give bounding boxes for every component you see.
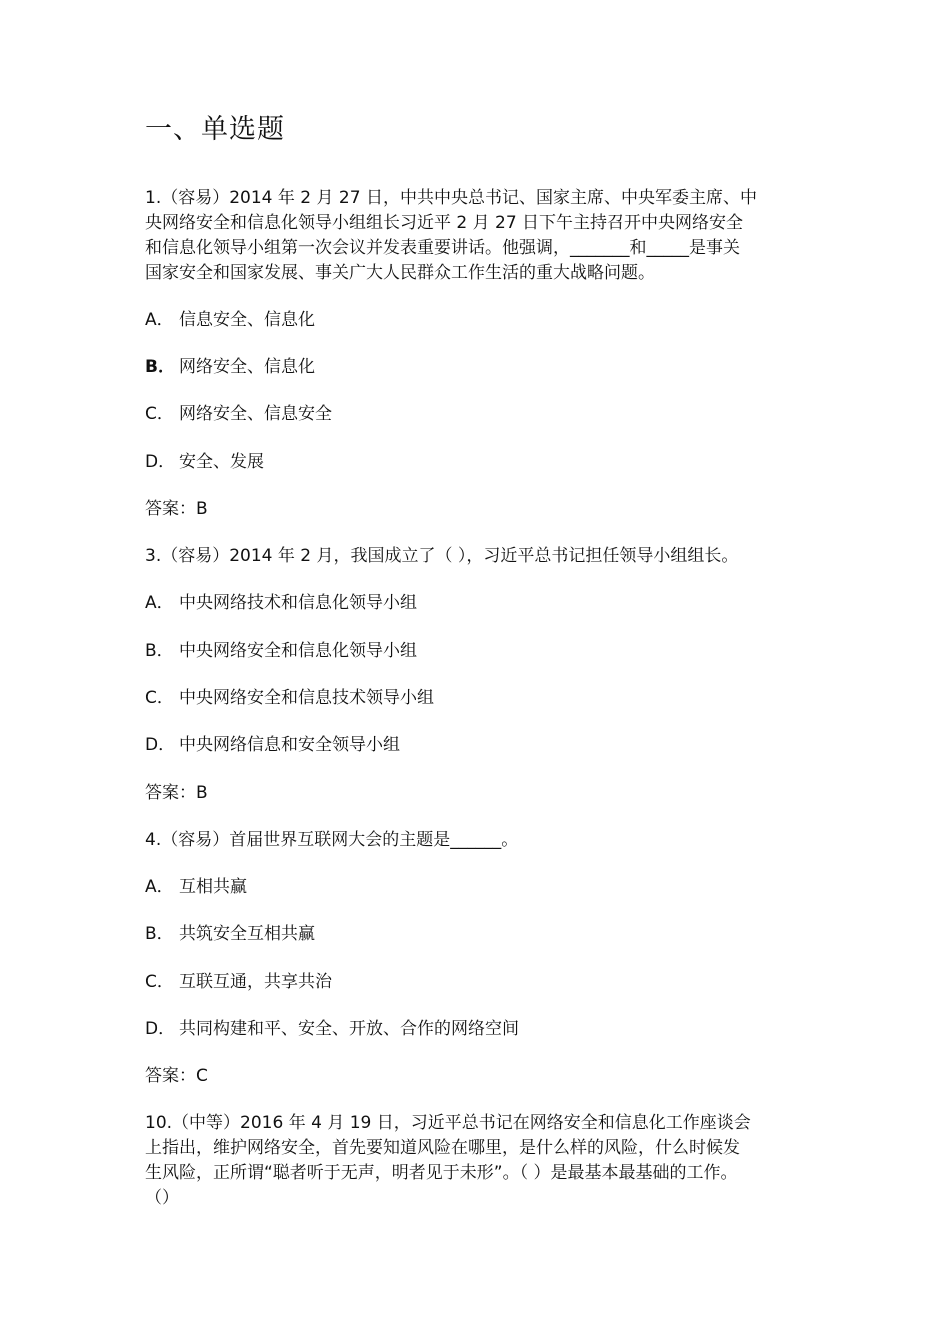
question-3-option-d [145, 733, 400, 757]
question-3-answer: 答案：B [145, 783, 208, 803]
question-1-option-d [145, 450, 264, 474]
option-letter: B． [145, 641, 174, 661]
question-4-answer: 答案：C [145, 1066, 208, 1086]
section-heading: 一、单选题 [145, 114, 285, 145]
question-1-line-3: 和信息化领导小组第一次会议并发表重要讲话。他强调，_______和_____是事关 [145, 238, 740, 258]
option-letter: D． [145, 1019, 176, 1039]
question-4-line-1: 4.（容易）首届世界互联网大会的主题是______。 [145, 830, 519, 850]
question-4-option-c [145, 970, 332, 994]
option-text: 中央网络安全和信息化领导小组 [179, 641, 417, 661]
option-text: 共筑安全互相共赢 [179, 924, 315, 944]
question-4-option-b [145, 922, 315, 946]
question-10-line-4: （） [145, 1188, 179, 1208]
question-10-line-3: 生风险，正所谓“聪者听于无声，明者见于未形”。（ ）是最基本最基础的工作。 [145, 1163, 738, 1183]
question-1-answer: 答案：B [145, 499, 208, 519]
option-letter: A． [145, 310, 174, 330]
option-letter: B． [145, 924, 174, 944]
option-text: 网络安全、信息安全 [179, 404, 332, 424]
question-3-line-1: 3.（容易）2014 年 2 月，我国成立了（ ），习近平总书记担任领导小组组长。 [145, 546, 739, 566]
option-text: 安全、发展 [179, 452, 264, 472]
question-1-option-c [145, 402, 332, 426]
question-3-option-c [145, 686, 434, 710]
question-1-line-1: 1.（容易）2014 年 2 月 27 日，中共中央总书记、国家主席、中央军委主席、中 [145, 188, 757, 208]
option-letter: A． [145, 593, 174, 613]
question-1-line-4: 国家安全和国家发展、事关广大人民群众工作生活的重大战略问题。 [145, 263, 655, 283]
option-letter: A． [145, 877, 174, 897]
question-10-line-2: 上指出，维护网络安全，首先要知道风险在哪里，是什么样的风险，什么时候发 [145, 1138, 740, 1158]
question-1-line-2: 央网络安全和信息化领导小组组长习近平 2 月 27 日下午主持召开中央网络安全 [145, 213, 744, 233]
option-text: 互相共赢 [179, 877, 247, 897]
question-4-option-a [145, 875, 247, 899]
option-letter: D． [145, 735, 176, 755]
question-10-line-1: 10.（中等）2016 年 4 月 19 日，习近平总书记在网络安全和信息化工作座谈会 [145, 1113, 751, 1133]
option-letter: D． [145, 452, 176, 472]
question-1-option-a [145, 308, 315, 332]
option-text: 信息安全、信息化 [179, 310, 315, 330]
question-4-option-d [145, 1017, 519, 1041]
option-letter: B． [145, 357, 175, 377]
option-text: 共同构建和平、安全、开放、合作的网络空间 [179, 1019, 519, 1039]
option-text: 互联互通，共享共治 [179, 972, 332, 992]
question-3-option-a [145, 591, 417, 615]
question-1-option-b [145, 355, 315, 379]
option-text: 网络安全、信息化 [179, 357, 315, 377]
option-letter: C． [145, 688, 174, 708]
option-text: 中央网络技术和信息化领导小组 [179, 593, 417, 613]
question-3-option-b [145, 639, 417, 663]
option-letter: C． [145, 972, 174, 992]
option-letter: C． [145, 404, 174, 424]
option-text: 中央网络信息和安全领导小组 [179, 735, 400, 755]
option-text: 中央网络安全和信息技术领导小组 [179, 688, 434, 708]
